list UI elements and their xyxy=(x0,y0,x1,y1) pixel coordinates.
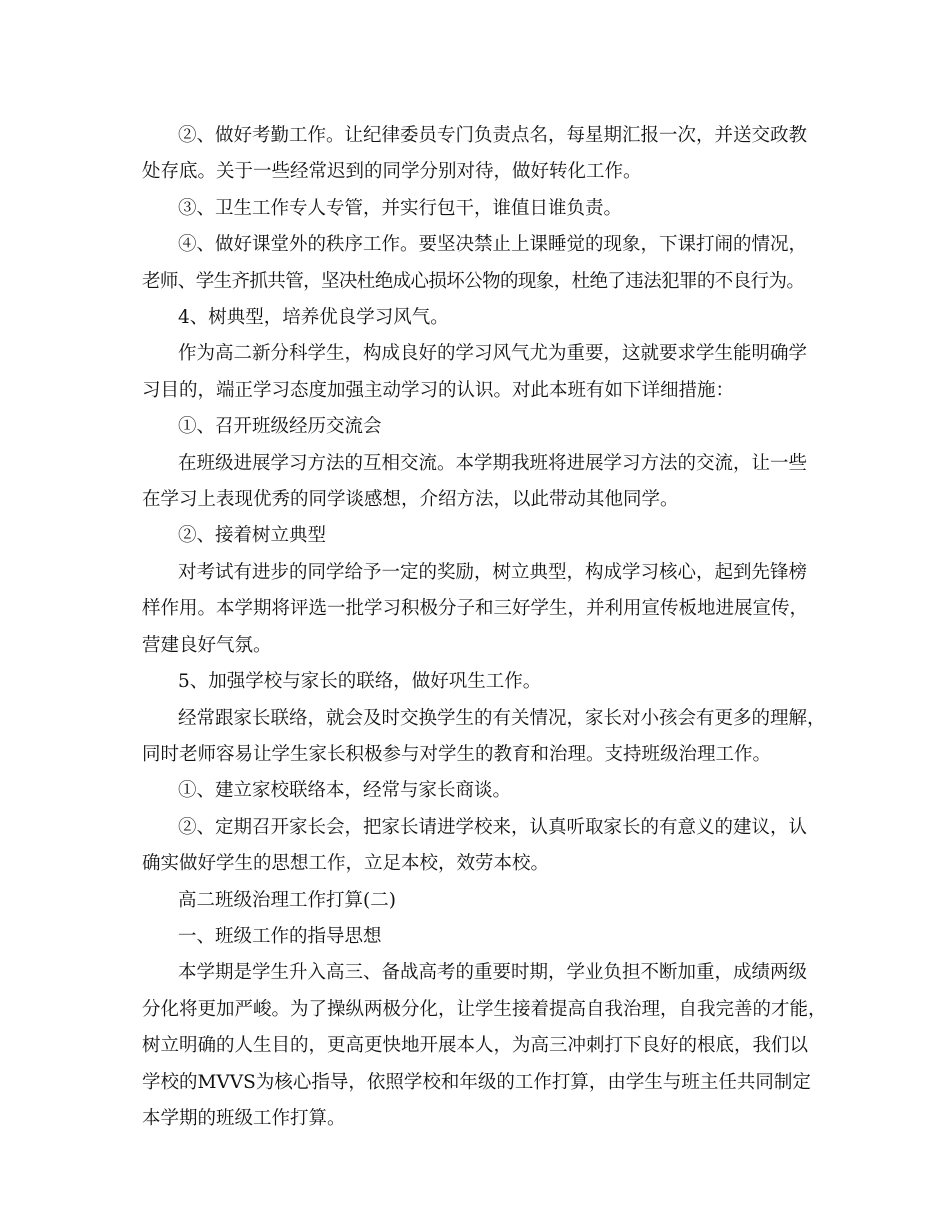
text-line: ④、做好课堂外的秩序工作。要坚决禁止上课睡觉的现象，下课打闹的情况， xyxy=(178,234,808,256)
text-line: 本学期是学生升入高三、备战高考的重要时期，学业负担不断加重，成绩两级 xyxy=(178,962,808,984)
text-line: 习目的，端正学习态度加强主动学习的认识。对此本班有如下详细措施： xyxy=(142,379,735,401)
text-line: 学校的MVVS为核心指导，依照学校和年级的工作打算，由学生与班主任共同制定 xyxy=(142,1071,811,1093)
text-line: 分化将更加严峻。为了操纵两极分化，让学生接着提高自我治理，自我完善的才能， xyxy=(142,998,827,1020)
text-line: 本学期的班级工作打算。 xyxy=(142,1107,346,1129)
text-line: 对考试有进步的同学给予一定的奖励，树立典型，构成学习核心，起到先锋榜 xyxy=(178,561,808,583)
text-line: 样作用。本学期将评选一批学习积极分子和三好学生，并利用宣传板地进展宣传， xyxy=(142,598,809,620)
text-line: 一、班级工作的指导思想 xyxy=(178,925,382,947)
text-line: 5、加强学校与家长的联络，做好巩生工作。 xyxy=(178,671,542,693)
text-line: 处存底。关于一些经常迟到的同学分别对待，做好转化工作。 xyxy=(142,161,642,183)
text-line: 老师、学生齐抓共管，坚决杜绝成心损坏公物的现象，杜绝了违法犯罪的不良行为。 xyxy=(142,270,805,292)
text-line: 确实做好学生的思想工作，立足本校，效劳本校。 xyxy=(142,853,550,875)
text-line: ①、召开班级经历交流会 xyxy=(178,416,382,438)
text-line: ②、定期召开家长会，把家长请进学校来，认真听取家长的有意义的建议，认 xyxy=(178,816,808,838)
text-line: 高二班级治理工作打算(二) xyxy=(178,889,396,911)
text-line: ③、卫生工作专人专管，并实行包干，谁值日谁负责。 xyxy=(178,197,623,219)
text-line: ②、接着树立典型 xyxy=(178,525,327,547)
document-body xyxy=(142,118,832,1137)
text-line: 在班级进展学习方法的互相交流。本学期我班将进展学习方法的交流，让一些 xyxy=(178,452,808,474)
text-line: ②、做好考勤工作。让纪律委员专门负责点名，每星期汇报一次，并送交政教 xyxy=(178,125,808,146)
text-line: 在学习上表现优秀的同学谈感想，介绍方法，以此带动其他同学。 xyxy=(142,489,679,511)
text-line: 同时老师容易让学生家长积极参与对学生的教育和治理。支持班级治理工作。 xyxy=(142,743,772,765)
text-block xyxy=(142,118,832,1137)
text-line: 营建良好气氛。 xyxy=(142,634,272,656)
text-line: 作为高二新分科学生，构成良好的学习风气尤为重要，这就要求学生能明确学 xyxy=(178,343,808,365)
text-line: 4、树典型，培养优良学习风气。 xyxy=(178,307,449,329)
text-line: 经常跟家长联络，就会及时交换学生的有关情况，家长对小孩会有更多的理解， xyxy=(178,707,826,729)
text-line: 树立明确的人生目的，更高更快地开展本人，为高三冲刺打下良好的根底，我们以 xyxy=(142,1035,809,1057)
text-line: ①、建立家校联络本，经常与家长商谈。 xyxy=(178,780,512,802)
